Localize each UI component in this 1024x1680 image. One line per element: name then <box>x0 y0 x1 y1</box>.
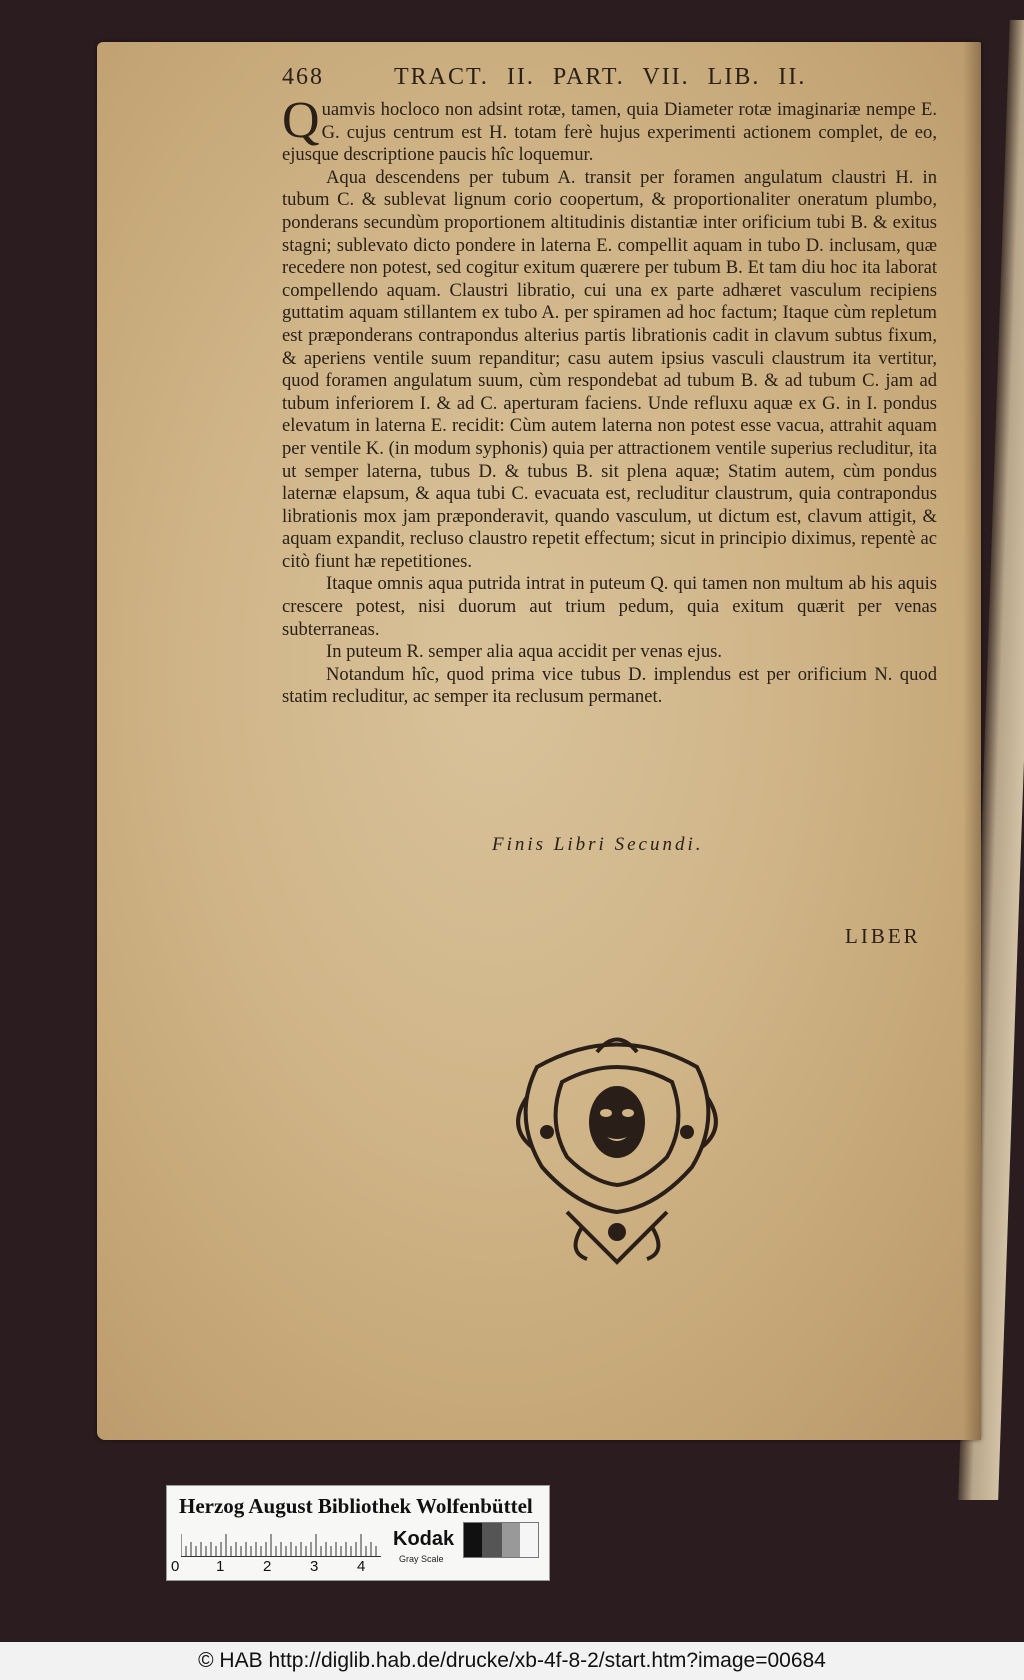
institution-name: Herzog August Bibliothek Wolfenbüttel <box>179 1494 533 1518</box>
catchword: LIBER <box>845 924 921 948</box>
kodak-subtitle: Gray Scale <box>399 1554 444 1564</box>
ruler-number: 3 <box>310 1558 319 1575</box>
paragraph-1-text: uamvis hocloco non adsint rotæ, tamen, quia Diameter rotæ imaginariæ nempe E. G. cujus centrum est H. totam ferè hujus experimenti actionem complet, de eo, ejusque descriptione paucis hîc loquemur. <box>282 99 937 166</box>
drop-cap: Q <box>282 92 320 149</box>
paragraph-3: Itaque omnis aqua putrida intrat in puteum Q. qui tamen non multum ab his aquis crescere potest, nisi duorum aut trium pedum, quia exitum quærit per venas subterraneas. <box>282 573 937 640</box>
paragraph-4: In puteum R. semper alia aqua accidit per venas ejus. <box>326 641 723 663</box>
finis-line: Finis Libri Secundi. <box>492 834 704 855</box>
page-number: 468 <box>282 64 324 90</box>
ruler-ticks <box>181 1534 381 1556</box>
copyright-footer <box>0 1642 1024 1680</box>
paragraph-1 <box>282 92 937 167</box>
book-page <box>97 42 981 1440</box>
paragraph-2: Aqua descendens per tubum A. transit per foramen angulatum claustri H. in tubum C. & sublevat lignum corio coopertum, & proportionaliter oneratum plumbo, ponderans secundùm proportionem altitudinis distantiæ inter orificium tubi B. & exitus stagni; sublevato dicto pondere in laterna E. compellit aquam in tubo D. inclusam, quæ recedere non potest, sed cogitur exitum quærere per tubum B. Et tam diu hoc ita laborat compellendo aquam. Claustri libratio, cui una ex parte adhæret vasculum recipiens guttatim aquam stillantem ex tubo A. per spiramen ad hoc factum; Itaque cùm repletum est præponderans contrapondus alterius partis librationis cadit in clavum subtus fixum, & aperiens ventile suum repanditur; casu autem ipsius vasculi claustrum ita vertitur, quod foramen angulatum suum, cùm respondebat ad tubum B. & ad tubum C. jam ad tubum inferiorem I. & ad C. aperturam faciens. Unde refluxu aquæ ex G. in I. pondus elevatum in laterna E. recidit: Cùm autem laterna non potest esse vacua, attrahit aquam per ventile K. (in modum syphonis) quia per attractionem ventile superius recluditur, ita ut semper laterna, tubus D. & tubus B. sit plena aquæ; Statim autem, cùm pondus laternæ elapsum, & aqua tubi C. evacuata est, recluditur claustrum, quia contrapondus librationis mox jam præponderavit, quando vasculum, ut dictum est, clavum attigit, & aquam expandit, recluso claustro repetit effectum; sicut in principio diximus, repentè ac citò fiunt hæ repetitiones. <box>282 166 937 572</box>
kodak-brand: Kodak <box>393 1528 455 1550</box>
ruler-number: 4 <box>357 1558 366 1575</box>
scale-ruler <box>181 1534 381 1557</box>
swatch-black <box>464 1523 482 1557</box>
ruler-number: 1 <box>216 1558 225 1575</box>
body-text <box>282 92 937 709</box>
swatch-white <box>520 1523 538 1557</box>
gray-swatches <box>463 1522 539 1558</box>
color-calibration-card <box>166 1485 550 1581</box>
footer-credit: © HAB http://diglib.hab.de/drucke/xb-4f-8-2/start.htm?image=00684 <box>198 1649 826 1672</box>
ruler-number: 2 <box>263 1558 272 1575</box>
swatch-mid-gray <box>502 1523 520 1557</box>
spine-shadow <box>963 42 981 1440</box>
woodcut-ornament-icon <box>507 1027 727 1267</box>
paragraph-5: Notandum hîc, quod prima vice tubus D. implendus est per orificium N. quod statim recluditur, ac semper ita reclusum permanet. <box>282 663 937 708</box>
running-title: TRACT. II. PART. VII. LIB. II. <box>394 64 807 90</box>
swatch-dark-gray <box>482 1523 502 1557</box>
ruler-number: 0 <box>171 1558 180 1575</box>
